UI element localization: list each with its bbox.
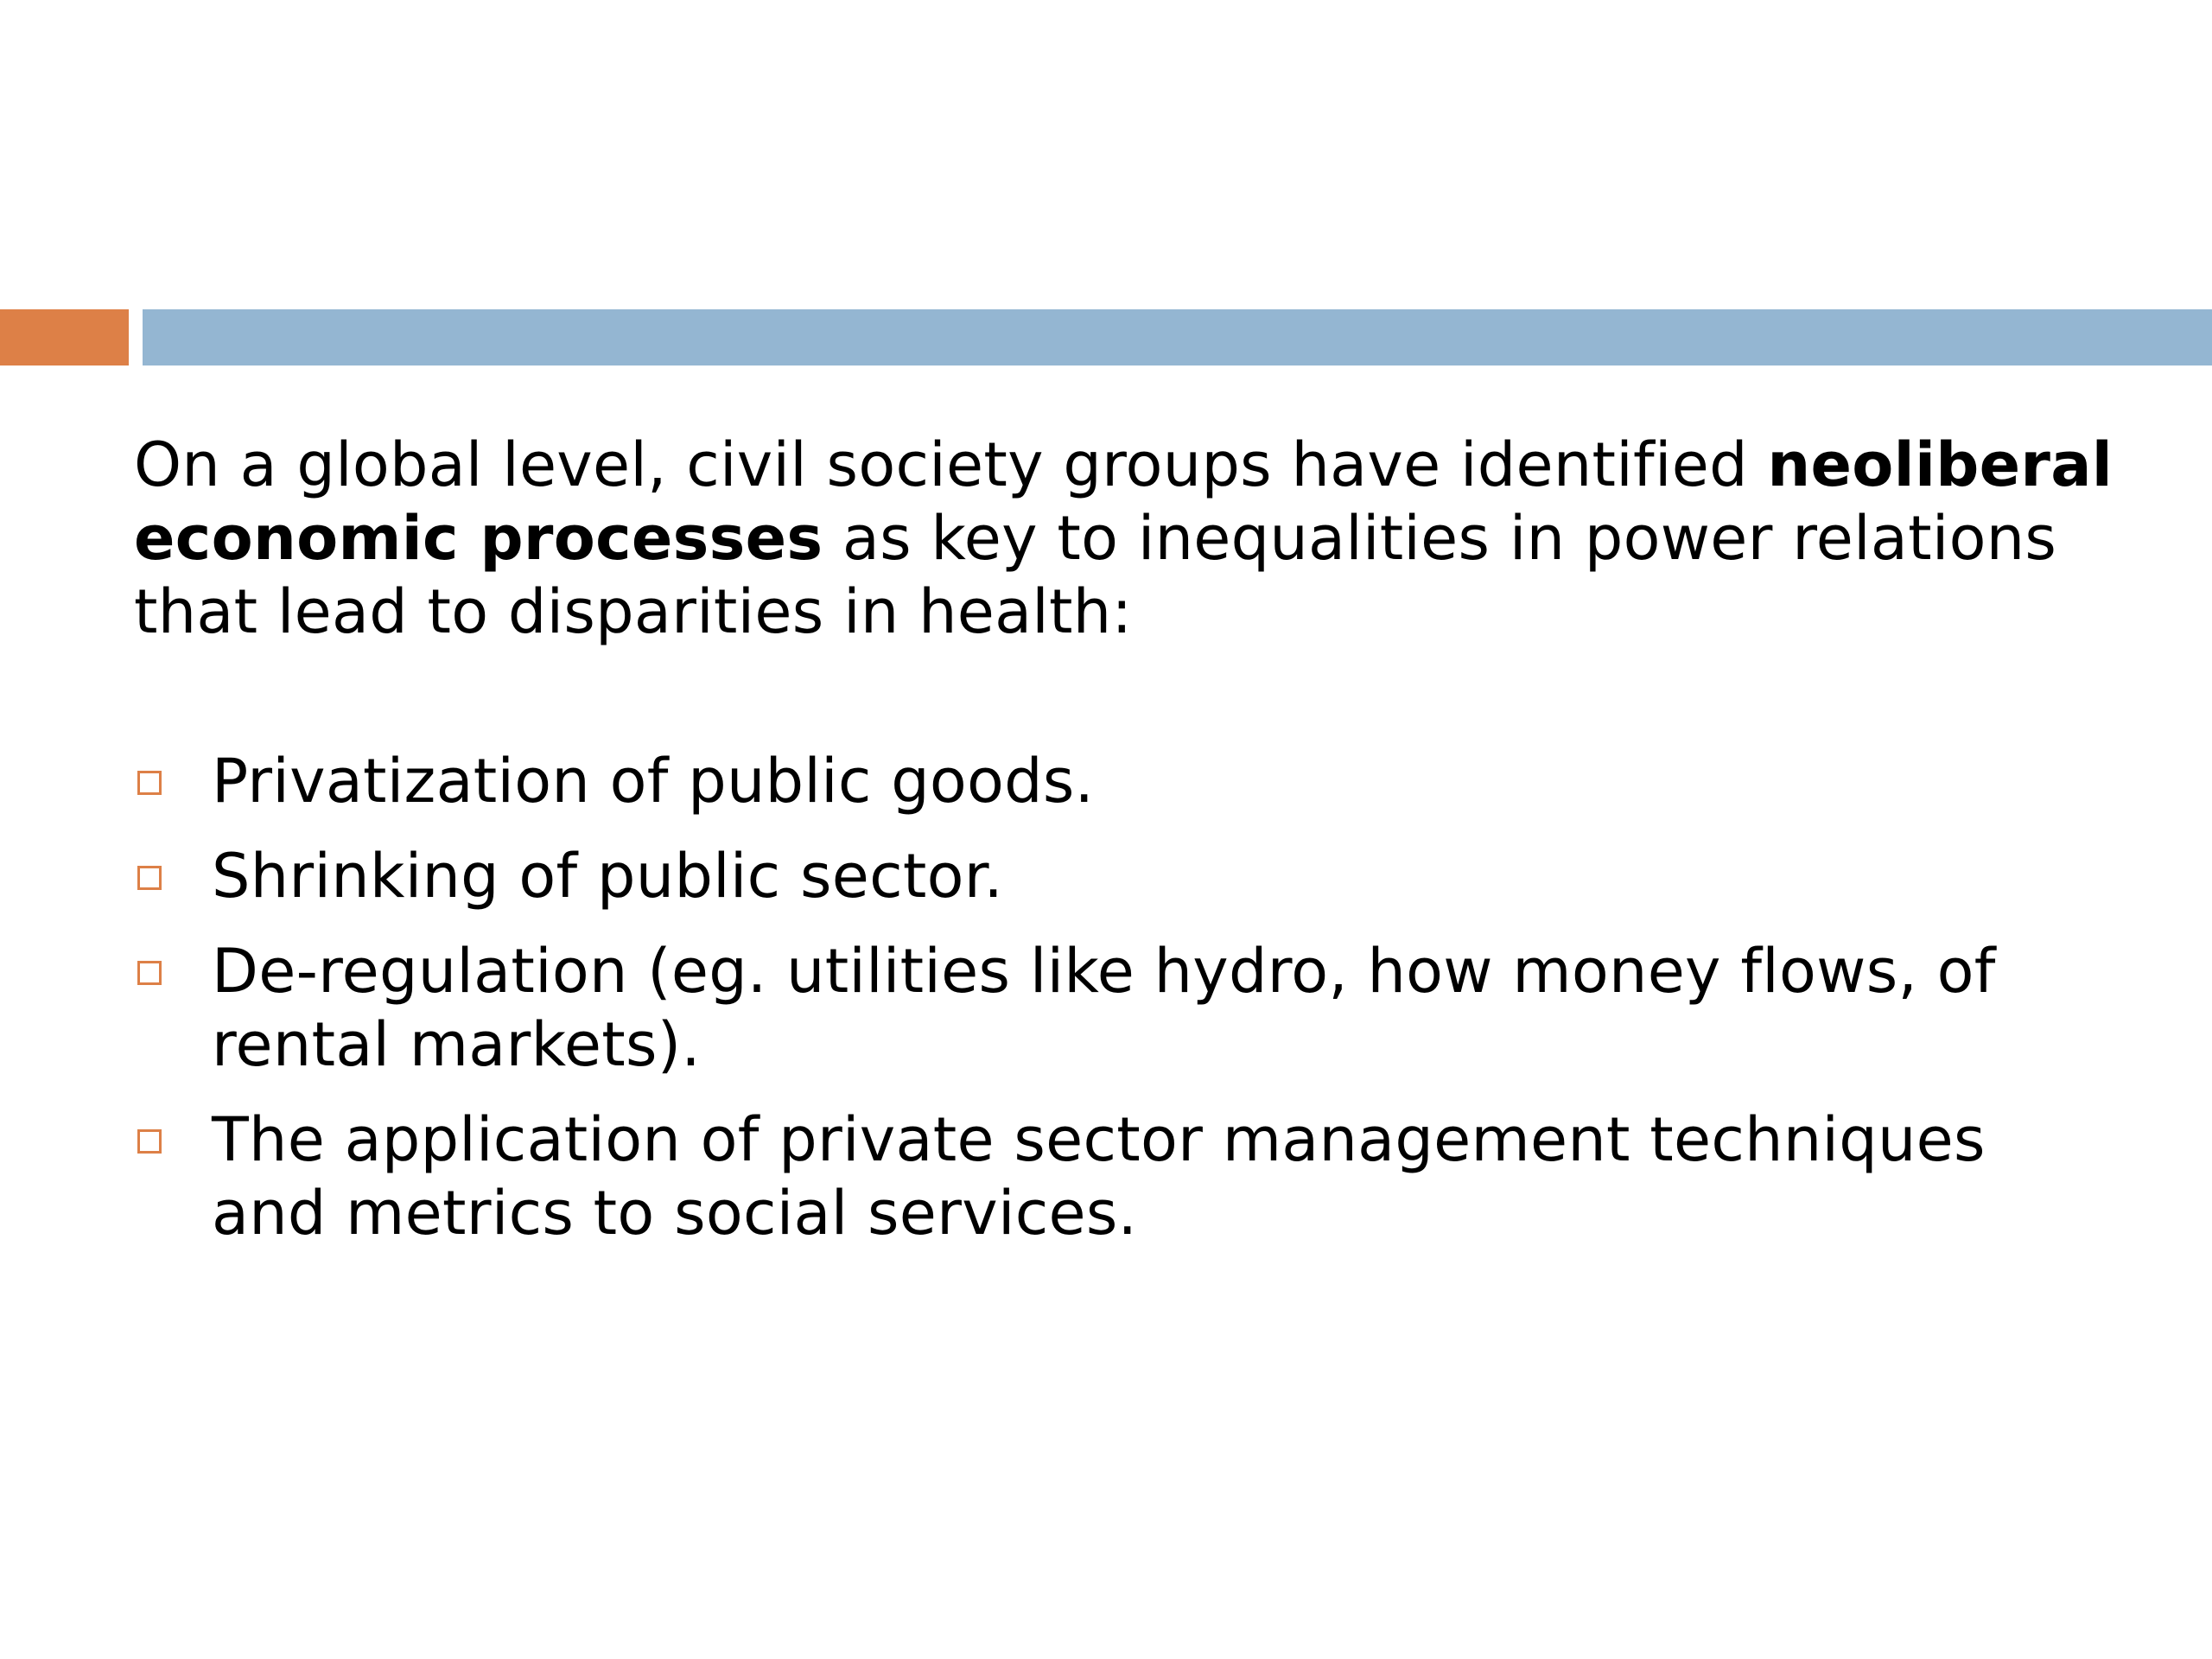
- bullet-item-management-techniques: [134, 1103, 2087, 1250]
- intro-bold-phrase: neoliberal economic processes: [134, 429, 2113, 574]
- bullet-item-privatization: [134, 745, 2087, 818]
- blue-title-bar: [143, 309, 2212, 365]
- hollow-square-bullet-icon: [137, 771, 162, 795]
- bullet-text: Shrinking of public sector.: [212, 841, 1004, 912]
- bullet-text: Privatization of public goods.: [212, 746, 1095, 817]
- hollow-square-bullet-icon: [137, 1129, 162, 1154]
- intro-paragraph: [134, 429, 2139, 649]
- bullet-list: [134, 745, 2087, 1272]
- intro-text-end: as key to inequalities in power relations that lead to disparities in health:: [134, 503, 2057, 647]
- bullet-item-shrinking: [134, 840, 2087, 913]
- bullet-text: The application of private sector management techniques and metrics to social services.: [212, 1104, 1986, 1249]
- bullet-item-deregulation: [134, 935, 2087, 1082]
- hollow-square-bullet-icon: [137, 866, 162, 890]
- intro-text-start: On a global level, civil society groups have identified: [134, 429, 1768, 500]
- orange-accent-bar: [0, 309, 129, 365]
- hollow-square-bullet-icon: [137, 961, 162, 985]
- bullet-text: De-regulation (eg. utilities like hydro, how money flows, of rental markets).: [212, 936, 1996, 1080]
